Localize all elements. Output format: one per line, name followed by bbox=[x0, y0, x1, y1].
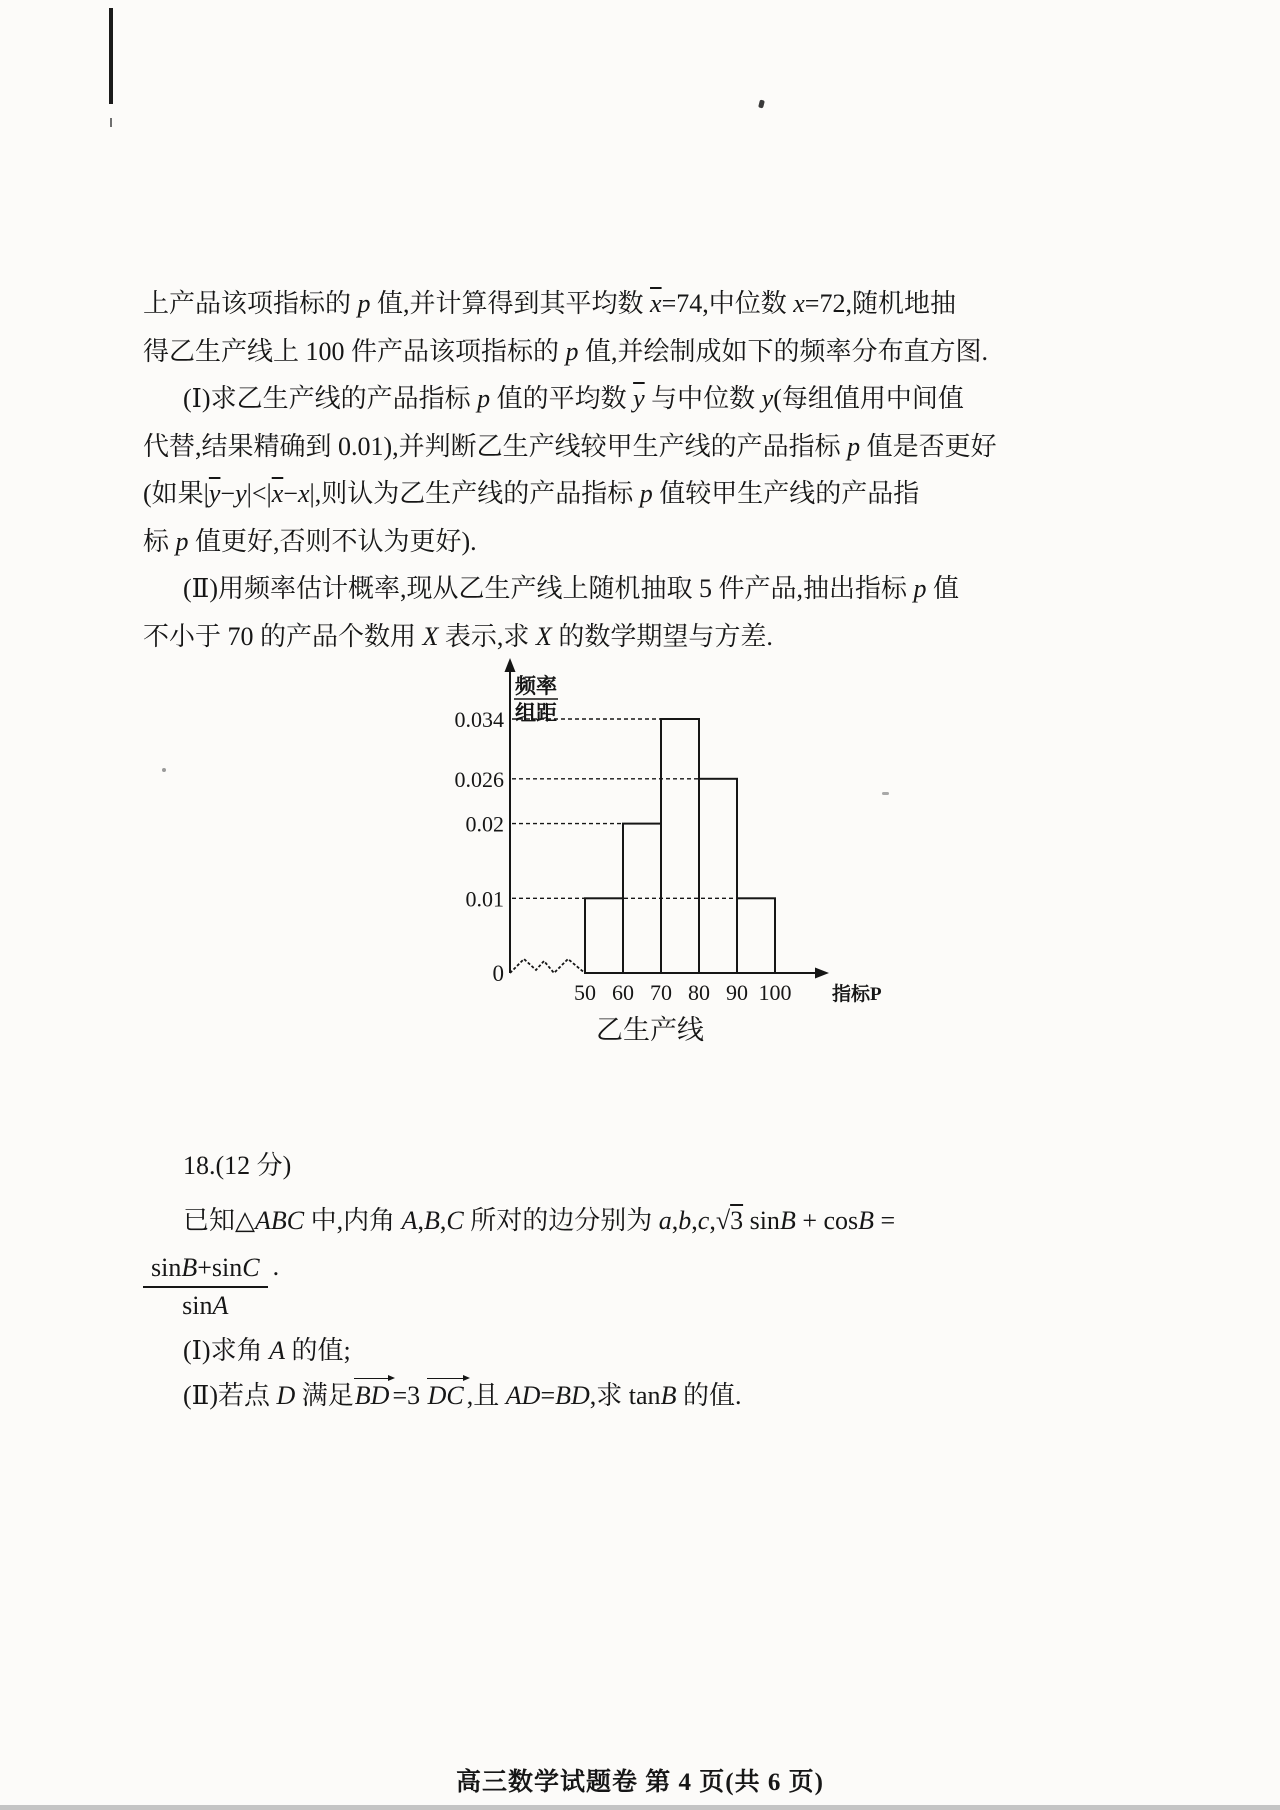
text-seg: p bbox=[847, 431, 861, 461]
text-seg: 满足 bbox=[295, 1381, 354, 1410]
text-seg: a bbox=[658, 1206, 672, 1235]
text-seg: B bbox=[858, 1206, 875, 1235]
y-tick-label: 0.026 bbox=[454, 766, 504, 792]
text-seg: (Ⅱ)用频率估计概率,现从乙生产线上随机抽取 5 件产品,抽出指标 bbox=[183, 574, 914, 603]
text-seg: |<| bbox=[246, 479, 272, 508]
text-seg: (如果| bbox=[143, 479, 209, 508]
text-seg: B bbox=[660, 1381, 677, 1410]
text-seg: 的值. bbox=[676, 1381, 742, 1410]
text-seg: 值更好,否则不认为更好). bbox=[188, 526, 477, 556]
text-seg: ABC bbox=[255, 1206, 305, 1235]
fraction-numerator bbox=[143, 1253, 268, 1288]
x-tick-labels bbox=[574, 980, 792, 1005]
text-seg: (Ⅰ)求乙生产线的产品指标 bbox=[183, 384, 478, 413]
text-line bbox=[143, 518, 997, 566]
text-seg: y bbox=[761, 384, 774, 413]
text-seg: $\overline{y}$ bbox=[208, 479, 221, 508]
text-line bbox=[143, 470, 997, 518]
text-seg: B bbox=[424, 1206, 440, 1235]
q18-heading: 18.(12 分) bbox=[183, 1151, 292, 1180]
axis-break-squiggle bbox=[510, 959, 585, 973]
text-seg: (每组值用中间值 bbox=[773, 384, 964, 413]
text-seg: BD bbox=[354, 1381, 390, 1410]
text-seg: sin bbox=[151, 1253, 182, 1283]
text-seg: ,求 tan bbox=[589, 1381, 661, 1410]
text-seg: √ bbox=[715, 1206, 731, 1235]
text-line bbox=[143, 280, 997, 328]
y-tick-label: 0.034 bbox=[454, 707, 504, 732]
frequency-histogram bbox=[430, 655, 900, 1055]
text-seg: A bbox=[212, 1291, 229, 1321]
text-seg: − bbox=[220, 479, 236, 508]
text-seg: 的数学期望与方差. bbox=[551, 621, 773, 651]
text-seg: sin bbox=[182, 1291, 213, 1321]
text-line bbox=[143, 423, 997, 471]
text-seg: , bbox=[417, 1206, 425, 1235]
text-seg: 3 bbox=[730, 1206, 744, 1235]
text-seg: , bbox=[709, 1206, 716, 1235]
text-seg: 不小于 70 的产品个数用 bbox=[143, 621, 423, 651]
histogram-bar bbox=[661, 719, 699, 973]
text-seg: ,且 bbox=[466, 1381, 506, 1410]
scan-bottom-edge bbox=[0, 1805, 1280, 1810]
text-seg: 上产品该项指标的 bbox=[143, 289, 358, 318]
origin-label: 0 bbox=[492, 961, 504, 986]
text-seg: p bbox=[565, 336, 579, 366]
text-seg: 值 bbox=[926, 574, 960, 603]
text-seg: B bbox=[779, 1206, 796, 1235]
text-seg: 值,并计算得到其平均数 bbox=[370, 289, 651, 318]
text-seg: = bbox=[540, 1381, 556, 1410]
text-line-part1 bbox=[143, 375, 997, 423]
text-line-part2 bbox=[143, 565, 997, 613]
text-seg: , bbox=[671, 1206, 679, 1235]
text-seg: sin bbox=[743, 1206, 780, 1235]
text-seg: p bbox=[639, 479, 653, 508]
text-seg: 代替,结果精确到 0.01),并判断乙生产线较甲生产线的产品指标 bbox=[143, 431, 848, 461]
text-seg: 值的平均数 bbox=[490, 384, 634, 413]
text-seg: 标 bbox=[143, 526, 176, 556]
text-seg: +sin bbox=[197, 1253, 243, 1283]
text-seg: 得乙生产线上 100 件产品该项指标的 bbox=[143, 336, 566, 366]
text-seg: BD bbox=[555, 1381, 590, 1410]
scan-artifact-speck bbox=[162, 768, 166, 772]
fraction-period: . bbox=[272, 1252, 280, 1281]
text-seg: (Ⅰ)求角 bbox=[183, 1336, 270, 1365]
text-seg: x bbox=[793, 289, 805, 318]
scan-artifact-dot bbox=[758, 100, 765, 109]
q18-part2 bbox=[183, 1379, 741, 1413]
y-axis-label-denominator: 组距 bbox=[515, 701, 557, 725]
histogram-bars bbox=[585, 719, 775, 973]
q18-fraction-line bbox=[143, 1250, 279, 1321]
x-tick-label: 80 bbox=[688, 980, 710, 1005]
text-seg: p bbox=[357, 289, 371, 318]
text-seg: 中,内角 bbox=[304, 1206, 402, 1235]
x-tick-label: 100 bbox=[758, 980, 792, 1005]
fraction bbox=[143, 1253, 268, 1321]
text-seg: 所对的边分别为 bbox=[463, 1206, 659, 1235]
q18-statement-line bbox=[183, 1204, 895, 1238]
text-seg: =3 bbox=[392, 1381, 427, 1410]
text-seg: D bbox=[276, 1381, 296, 1410]
y-tick-label: 0.02 bbox=[465, 811, 504, 837]
chart-caption: 乙生产线 bbox=[596, 1015, 704, 1045]
text-seg: 的值; bbox=[284, 1336, 351, 1365]
histogram-bar bbox=[699, 779, 737, 973]
problem-17-text-block bbox=[143, 280, 997, 660]
text-seg: 已知△ bbox=[183, 1206, 255, 1235]
text-seg: p bbox=[913, 574, 927, 603]
text-seg: 与中位数 bbox=[644, 384, 762, 413]
text-seg: =72,随机地抽 bbox=[804, 289, 956, 318]
text-seg: $\overline{x}$ bbox=[271, 479, 284, 508]
text-seg: − bbox=[283, 479, 298, 508]
text-seg: B bbox=[181, 1253, 198, 1283]
q18-part1 bbox=[183, 1334, 351, 1368]
x-axis-title: 指标P bbox=[832, 984, 882, 1005]
text-seg: p bbox=[477, 384, 491, 413]
page-footer: 高三数学试题卷 第 4 页(共 6 页) bbox=[456, 1769, 824, 1796]
x-tick-label: 90 bbox=[726, 980, 748, 1005]
histogram-bar bbox=[585, 898, 623, 973]
text-seg: , bbox=[439, 1206, 447, 1235]
y-axis-arrow bbox=[505, 658, 516, 672]
text-seg: 表示,求 bbox=[438, 621, 536, 651]
text-seg: DC bbox=[427, 1381, 464, 1410]
scan-artifact-line bbox=[109, 8, 113, 104]
text-line bbox=[143, 613, 997, 661]
x-tick-label: 50 bbox=[574, 980, 596, 1005]
text-seg: A bbox=[269, 1336, 285, 1365]
text-seg: p bbox=[175, 526, 189, 556]
text-seg: , bbox=[691, 1206, 698, 1235]
y-axis-label-numerator: 频率 bbox=[515, 674, 557, 698]
x-tick-label: 70 bbox=[650, 980, 672, 1005]
text-seg: =74,中位数 bbox=[661, 289, 794, 318]
histogram-bar bbox=[737, 898, 775, 973]
text-seg: c bbox=[697, 1206, 710, 1235]
text-seg: = bbox=[874, 1206, 896, 1235]
text-seg: 值是否更好 bbox=[860, 431, 997, 461]
text-seg: 值,并绘制成如下的频率分布直方图. bbox=[578, 336, 989, 366]
text-seg: C bbox=[446, 1206, 464, 1235]
text-seg: X bbox=[535, 621, 552, 651]
text-seg: A bbox=[401, 1206, 418, 1235]
text-seg: (Ⅱ)若点 bbox=[183, 1381, 277, 1410]
fraction-denominator bbox=[143, 1288, 268, 1321]
text-seg: AD bbox=[505, 1381, 541, 1410]
x-tick-label: 60 bbox=[612, 980, 634, 1005]
text-seg: y bbox=[235, 479, 247, 508]
text-seg: b bbox=[678, 1206, 692, 1235]
y-tick-labels bbox=[455, 707, 505, 911]
text-seg: $\overline{y}$ bbox=[633, 384, 645, 413]
text-line bbox=[143, 328, 997, 376]
text-seg: X bbox=[422, 621, 439, 651]
y-tick-label: 0.01 bbox=[465, 886, 504, 912]
x-axis-arrow bbox=[815, 968, 829, 979]
text-seg: |,则认为乙生产线的产品指标 bbox=[309, 479, 640, 508]
text-seg: 值较甲生产线的产品指 bbox=[652, 479, 920, 508]
text-seg: C bbox=[242, 1253, 260, 1283]
dashed-guides bbox=[512, 719, 737, 898]
scan-artifact-tick bbox=[110, 118, 112, 127]
text-seg: $\overline{x}$ bbox=[650, 289, 662, 318]
text-seg: x bbox=[297, 479, 310, 508]
text-seg: + cos bbox=[795, 1206, 859, 1235]
